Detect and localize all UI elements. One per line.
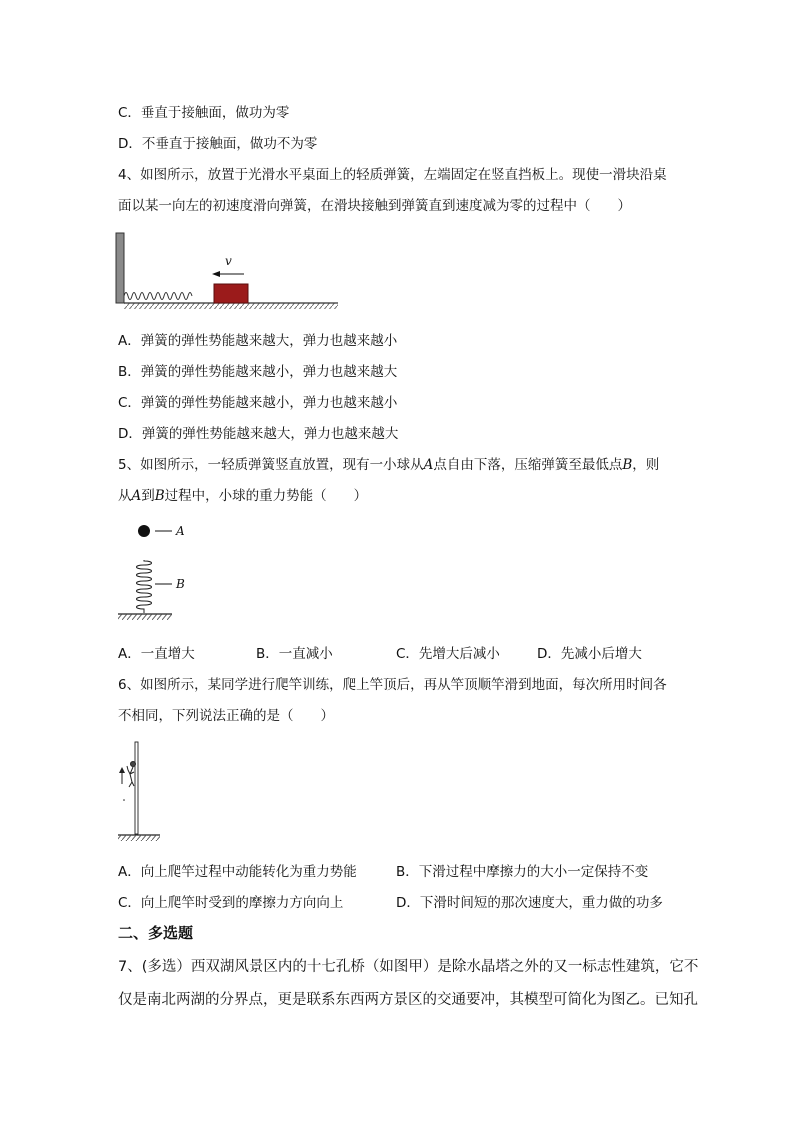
q5-point-b: B <box>622 457 633 473</box>
q6-stem-line1: 6、如图所示，某同学进行爬竿训练，爬上竿顶后，再从竿顶顺竿滑到地面，每次所用时间各 <box>118 677 667 693</box>
q5-stem-text-3: ，则 <box>632 457 660 473</box>
q4-block <box>214 284 248 303</box>
q5-point-a-ref: A <box>131 488 142 504</box>
q5-stem-line2 <box>118 486 367 506</box>
q5-stem-text-4: 从 <box>118 488 132 504</box>
q6-climber-icon <box>127 762 136 788</box>
q5-stem-text-5: 到 <box>141 488 155 504</box>
q7-stem-line1: 7、(多选）西双湖风景区内的十七孔桥（如图甲）是除水晶塔之外的又一标志性建筑，它不 <box>118 959 699 975</box>
q5-ball <box>138 525 150 537</box>
q5-option-b: B．一直减小 <box>256 646 333 662</box>
q5-stem-text-2: 点自由下落，压缩弹簧至最低点 <box>433 457 623 473</box>
q5-label-a: A <box>176 524 185 538</box>
q6-pole <box>135 742 138 834</box>
q6-figure-pole-climber <box>112 738 172 844</box>
q6-option-b: B．下滑过程中摩擦力的大小一定保持不变 <box>396 864 649 880</box>
q4-option-c: C．弹簧的弹性势能越来越小，弹力也越来越小 <box>118 395 398 411</box>
q5-stem-text-1: 5、如图所示，一轻质弹簧竖直放置，现有一小球从 <box>118 457 424 473</box>
q6-option-d: D．下滑时间短的那次速度大，重力做的功多 <box>396 895 663 911</box>
section-title-multiple-choice: 二、多选题 <box>118 924 194 942</box>
q7-stem-line2: 仅是南北两湖的分界点，更是联系东西两方景区的交通要冲，其模型可简化为图乙。已知孔 <box>118 992 698 1008</box>
q4-table-hatch <box>124 303 338 309</box>
q6-up-arrowhead <box>119 767 125 773</box>
q5-figure-vertical-spring <box>112 518 202 626</box>
q6-option-a: A．向上爬竿过程中动能转化为重力势能 <box>118 864 357 880</box>
q6-option-c: C．向上爬竿时受到的摩擦力方向向上 <box>118 895 344 911</box>
q4-velocity-label: v <box>225 254 232 268</box>
q3-option-c: C．垂直于接触面，做功为零 <box>118 105 290 121</box>
q3-option-d: D．不垂直于接触面，做功不为零 <box>118 136 318 152</box>
q4-option-d: D．弹簧的弹性势能越来越大，弹力也越来越大 <box>118 426 399 442</box>
q5-point-a: A <box>423 457 434 473</box>
q4-stem-line2: 面以某一向左的初速度滑向弹簧，在滑块接触到弹簧直到速度减为零的过程中（ ） <box>118 198 631 214</box>
q4-arrowhead <box>212 271 220 277</box>
q5-spring <box>137 560 152 613</box>
q4-spring <box>124 293 192 300</box>
q4-figure-spring-block <box>112 228 344 312</box>
q6-ground-hatch <box>118 835 160 841</box>
q5-stem-text-6: 过程中，小球的重力势能（ ） <box>164 488 368 504</box>
q5-point-b-ref: B <box>154 488 165 504</box>
q4-wall <box>116 233 124 303</box>
q4-option-b: B．弹簧的弹性势能越来越小，弹力也越来越大 <box>118 364 398 380</box>
q6-stem-line2: 不相同，下列说法正确的是（ ） <box>118 708 334 724</box>
q5-option-d: D．先减小后增大 <box>537 646 642 662</box>
q5-option-c: C．先增大后减小 <box>396 646 500 662</box>
q5-stem-line1 <box>118 455 659 475</box>
q5-ground-hatch <box>118 614 172 620</box>
q4-option-a: A．弹簧的弹性势能越来越大，弹力也越来越小 <box>118 333 398 349</box>
q5-option-a: A．一直增大 <box>118 646 195 662</box>
q5-label-b: B <box>176 577 185 591</box>
q4-stem-line1: 4、如图所示，放置于光滑水平桌面上的轻质弹簧，左端固定在竖直挡板上。现使一滑块沿桌 <box>118 167 667 183</box>
q6-dot <box>123 799 125 801</box>
